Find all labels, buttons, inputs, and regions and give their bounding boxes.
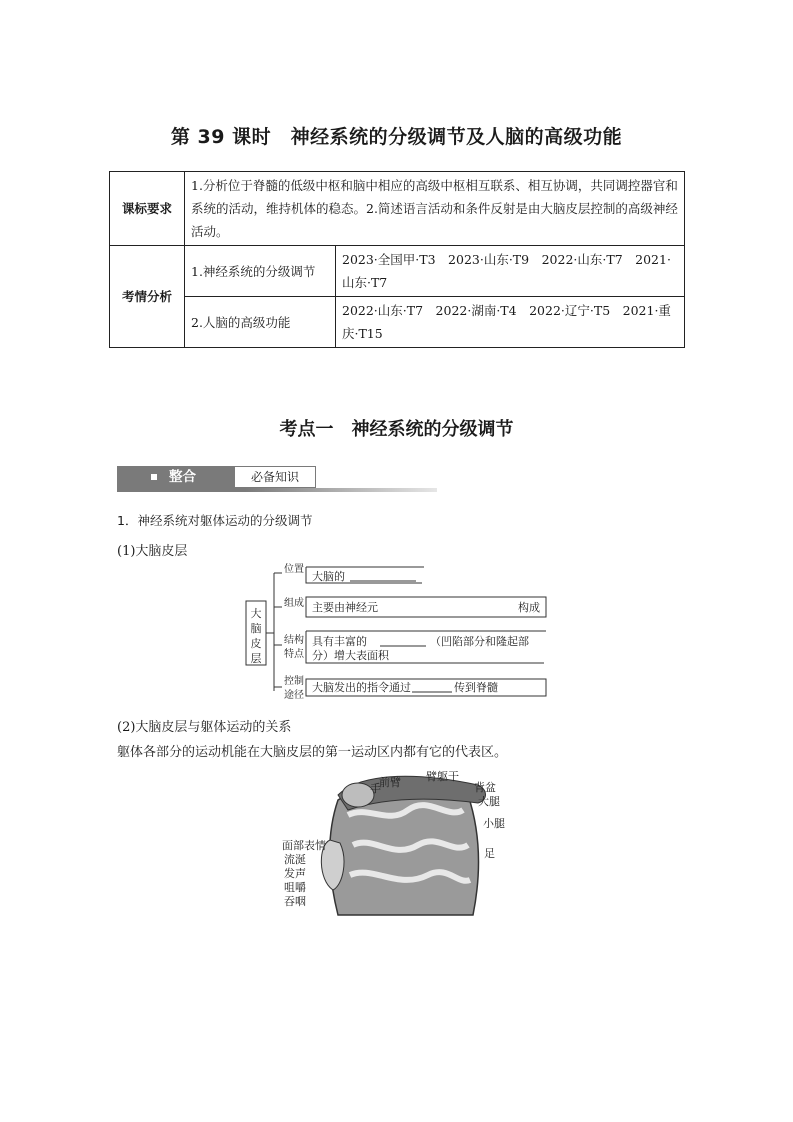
paragraph-motor-area: 躯体各部分的运动机能在大脑皮层的第一运动区内都有它的代表区。	[117, 745, 508, 760]
branch-text-composition: 主要由神经元	[312, 601, 378, 614]
label-forearm: 前臂	[379, 776, 401, 789]
branch-text-structure-2b: 分）增大表面积	[312, 649, 389, 662]
page-title: 第 39 课时 神经系统的分级调节及人脑的高级功能	[170, 126, 623, 148]
cortex-concept-diagram	[240, 559, 560, 704]
label-foot: 足	[484, 847, 495, 860]
curriculum-table	[109, 171, 685, 348]
label-chew: 咀嚼	[284, 881, 306, 894]
branch-label-location: 位置	[284, 564, 304, 575]
subheading-relationship: (2)大脑皮层与躯体运动的关系	[117, 720, 292, 735]
root-char-3: 皮	[250, 637, 262, 650]
branch-label-pathway-1: 控制	[284, 676, 304, 687]
label-swallow: 吞咽	[284, 895, 306, 908]
square-bullet-icon	[151, 474, 157, 480]
analysis-topic-1: 1.神经系统的分级调节	[185, 246, 336, 297]
table-head-analysis: 考情分析	[110, 246, 185, 348]
root-char-2: 脑	[250, 622, 262, 635]
branch-label-pathway-2: 途径	[284, 690, 304, 701]
label-arm-trunk: 臂躯干	[426, 770, 459, 783]
branch-label-composition: 组成	[284, 598, 304, 609]
analysis-exams-1: 2023·全国甲·T3 2023·山东·T9 2022·山东·T7 2021·山东·T7	[336, 246, 685, 297]
analysis-exams-2: 2022·山东·T7 2022·湖南·T4 2022·辽宁·T5 2021·重庆·T15	[336, 297, 685, 348]
branch-text-pathway-suffix: 传到脊髓	[454, 681, 498, 694]
subheading-cortex: (1)大脑皮层	[117, 544, 188, 559]
branch-text-composition-suffix: 构成	[518, 601, 540, 614]
label-face: 面部表情	[282, 839, 326, 852]
table-head-requirement: 课标要求	[110, 172, 185, 246]
knowledge-banner	[117, 466, 437, 492]
banner-tag: 必备知识	[234, 466, 316, 488]
table-row	[110, 172, 685, 246]
label-calf: 小腿	[483, 817, 505, 830]
label-drool: 流涎	[284, 853, 306, 866]
table-row	[110, 246, 685, 297]
branch-text-structure-2a: （凹陷部分和隆起部	[430, 635, 529, 648]
root-char-4: 层	[250, 652, 262, 665]
branch-text-pathway: 大脑发出的指令通过	[312, 681, 411, 694]
tree-connector	[266, 573, 274, 691]
banner-underline	[117, 488, 437, 492]
branch-text-structure: 具有丰富的	[312, 635, 367, 648]
requirement-text: 1.分析位于脊髓的低级中枢和脑中相应的高级中枢相互联系、相互协调，共同调控器官和系统的活动，维持机体的稳态。2.简述语言活动和条件反射是由大脑皮层控制的高级神经活动。	[185, 172, 685, 246]
heading-1: 1．神经系统对躯体运动的分级调节	[117, 513, 313, 528]
label-back: 背盆	[474, 781, 496, 794]
branch-label-structure-1: 结构	[284, 635, 304, 646]
label-voice: 发声	[284, 867, 306, 880]
banner-main-label: 整合	[169, 469, 196, 485]
root-char-1: 大	[250, 607, 262, 620]
branch-label-structure-2: 特点	[284, 649, 304, 660]
label-hand: 手	[370, 782, 381, 795]
motor-homunculus-illustration	[278, 765, 518, 925]
label-thigh: 大腿	[478, 795, 500, 808]
section-title: 考点一 神经系统的分级调节	[279, 419, 514, 440]
analysis-topic-2: 2.人脑的高级功能	[185, 297, 336, 348]
branch-text-location: 大脑的	[312, 570, 345, 583]
tree-branches	[274, 573, 282, 687]
table-row	[110, 297, 685, 348]
